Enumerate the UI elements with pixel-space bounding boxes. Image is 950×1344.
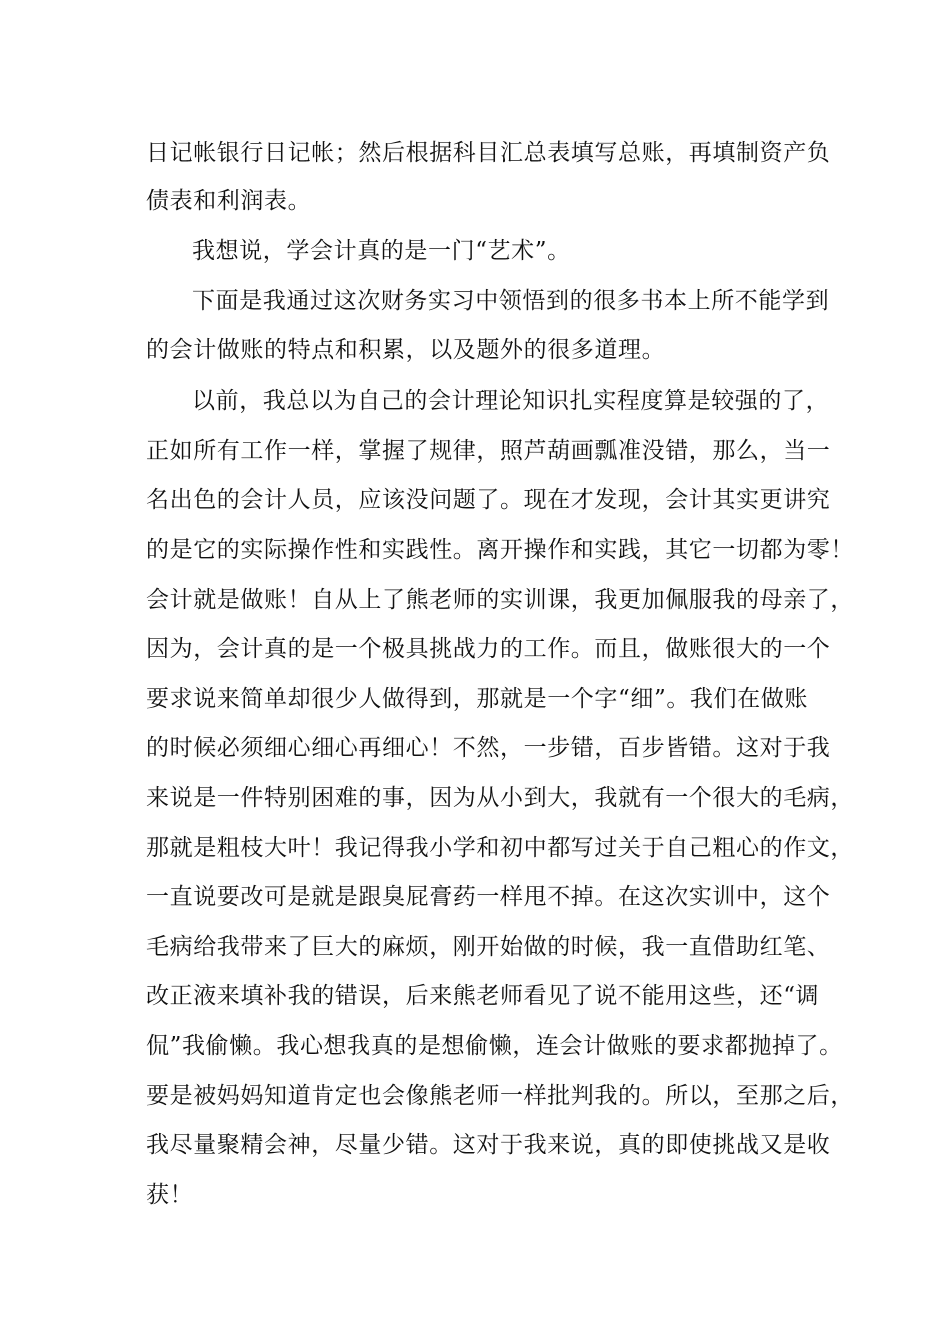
text-line: 侃”我偷懒。我心想我真的是想偷懒，连会计做账的要求都抛掉了。 [146,1033,843,1059]
text-line: 一直说要改可是就是跟臭屁膏药一样甩不掉。在这次实训中，这个 [146,884,831,910]
paragraph-start: 下面是我通过这次财务实习中领悟到的很多书本上所不能学到 [192,288,830,314]
text-line: 获！ [146,1182,194,1208]
text-line: 要求说来简单却很少人做得到，那就是一个字“细”。我们在做账 [146,686,808,712]
paragraph-start: 以前，我总以为自己的会计理论知识扎实程度算是较强的了， [192,388,830,414]
text-line: 的时候必须细心细心再细心！不然，一步错，百步皆错。这对于我 [146,735,831,761]
text-line: 正如所有工作一样，掌握了规律，照芦葫画瓢准没错，那么，当一 [146,438,831,464]
text-line: 债表和利润表。 [146,188,312,214]
text-line: 名出色的会计人员，应该没问题了。现在才发现，会计其实更讲究 [146,487,831,513]
text-line: 毛病给我带来了巨大的麻烦，刚开始做的时候，我一直借助红笔、 [146,934,831,960]
text-line: 改正液来填补我的错误，后来熊老师看见了说不能用这些，还“调 [146,983,820,1009]
text-line: 来说是一件特别困难的事，因为从小到大，我就有一个很大的毛病， [146,785,854,811]
text-line: 会计就是做账！自从上了熊老师的实训课，我更加佩服我的母亲了， [146,587,854,613]
text-line: 因为，会计真的是一个极具挑战力的工作。而且，做账很大的一个 [146,636,831,662]
text-line: 日记帐银行日记帐；然后根据科目汇总表填写总账，再填制资产负 [146,140,831,166]
text-line: 的会计做账的特点和积累，以及题外的很多道理。 [146,337,666,363]
text-line: 要是被妈妈知道肯定也会像熊老师一样批判我的。所以，至那之后， [146,1083,854,1109]
text-line: 我尽量聚精会神，尽量少错。这对于我来说，真的即使挑战又是收 [146,1132,831,1158]
paragraph-start: 我想说，学会计真的是一门“艺术”。 [192,238,571,264]
text-line: 那就是粗枝大叶！我记得我小学和初中都写过关于自己粗心的作文， [146,835,854,861]
text-line: 的是它的实际操作性和实践性。离开操作和实践，其它一切都为零！ [146,537,854,563]
